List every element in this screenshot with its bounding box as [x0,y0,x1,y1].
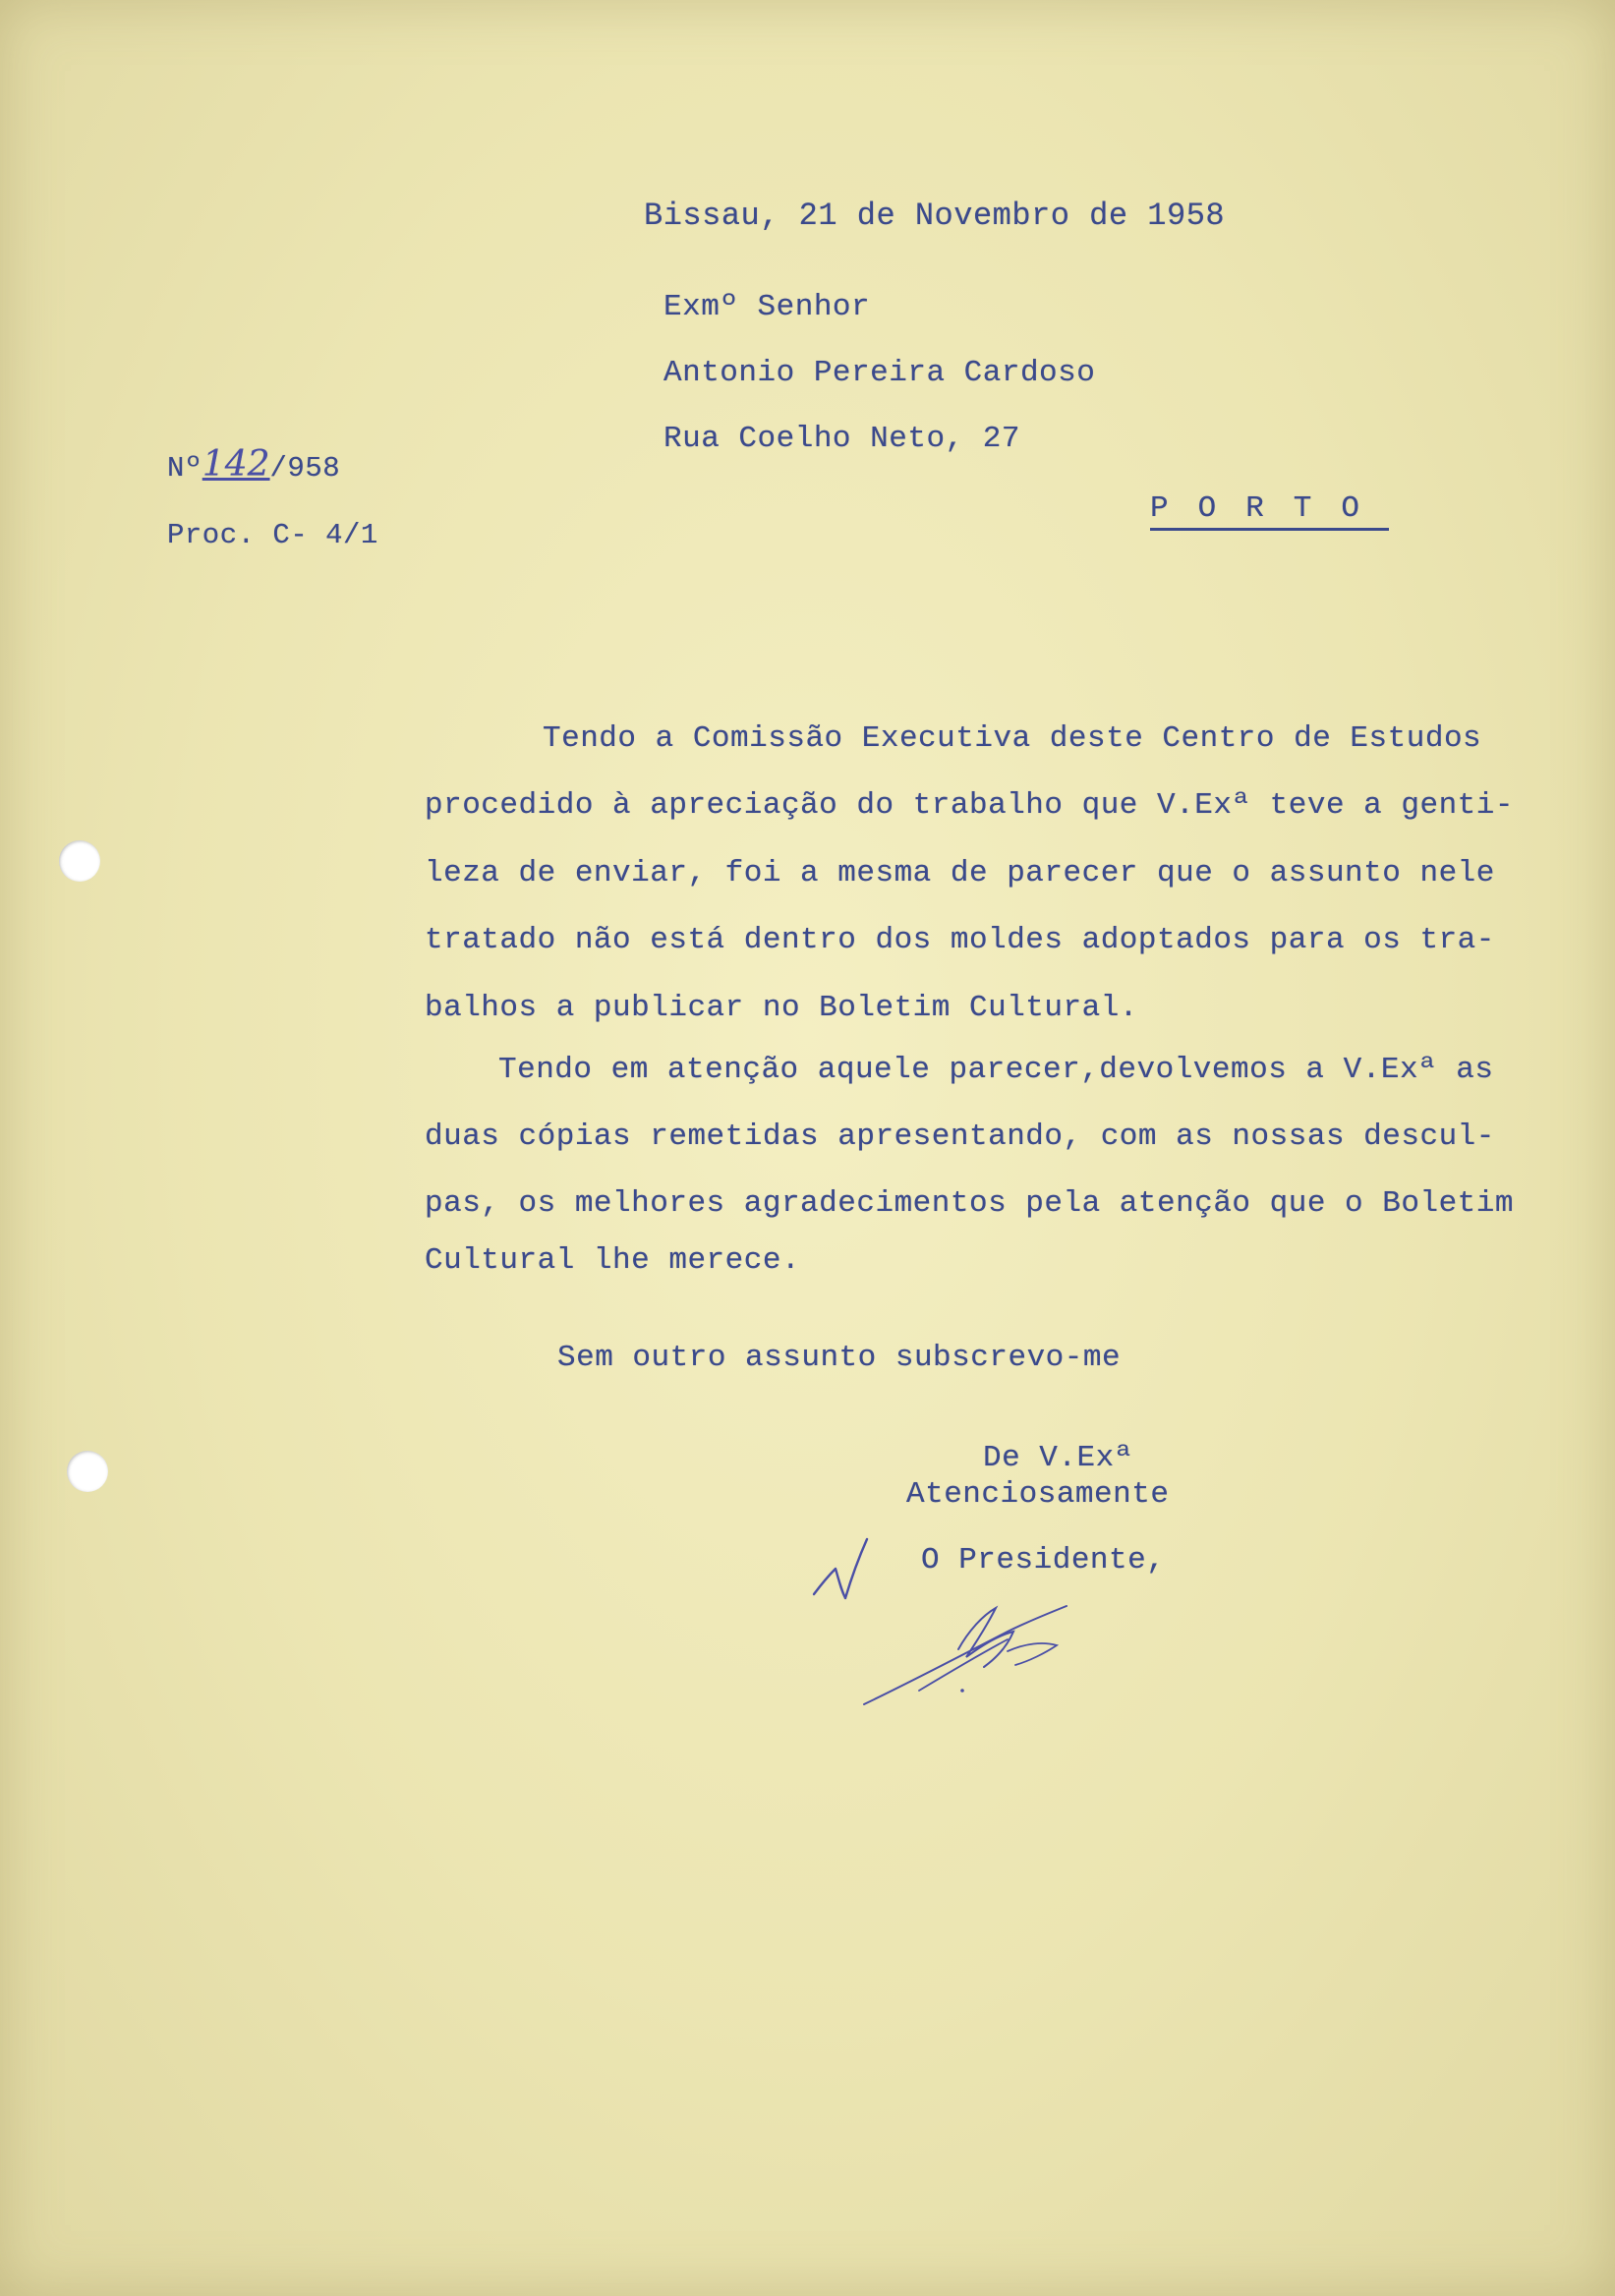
body-line-7: duas cópias remetidas apresentando, com as nossas descul- [425,1119,1495,1154]
body-line-4: tratado não está dentro dos moldes adoptados para os tra- [425,923,1495,957]
body-line-8: pas, os melhores agradecimentos pela atenção que o Boletim [425,1186,1514,1221]
recipient-city: PORTO [1150,493,1389,531]
reference-number-suffix: /958 [269,452,341,485]
body-line-5: balhos a publicar no Boletim Cultural. [425,991,1138,1025]
punch-hole-top [59,840,100,882]
date-line: Bissau, 21 de Novembro de 1958 [644,198,1226,234]
body-line-9: Cultural lhe merece. [425,1243,801,1278]
reference-number-handwritten: 142 [202,444,270,485]
reference-number-prefix: Nº [167,452,202,485]
signoff-line-2: Atenciosamente [906,1477,1170,1512]
signoff-line-3: O Presidente, [921,1543,1166,1578]
body-line-3: leza de enviar, foi a mesma de parecer que o assunto nele [425,856,1495,890]
body-line-2: procedido à apreciação do trabalho que V.Exª teve a genti- [425,788,1514,823]
punch-hole-bottom [67,1451,108,1492]
recipient-salutation: Exmº Senhor [663,290,871,324]
signoff-line-1: De V.Exª [983,1441,1133,1475]
reference-number [167,444,341,485]
signature-mark [860,1592,1096,1710]
recipient-name: Antonio Pereira Cardoso [663,356,1096,390]
closing-line: Sem outro assunto subscrevo-me [557,1341,1122,1375]
body-line-6: Tendo em atenção aquele parecer,devolvemos a V.Exª as [498,1053,1494,1087]
body-line-1: Tendo a Comissão Executiva deste Centro de Estudos [543,721,1482,756]
reference-process: Proc. C- 4/1 [167,519,378,551]
recipient-street: Rua Coelho Neto, 27 [663,422,1020,456]
